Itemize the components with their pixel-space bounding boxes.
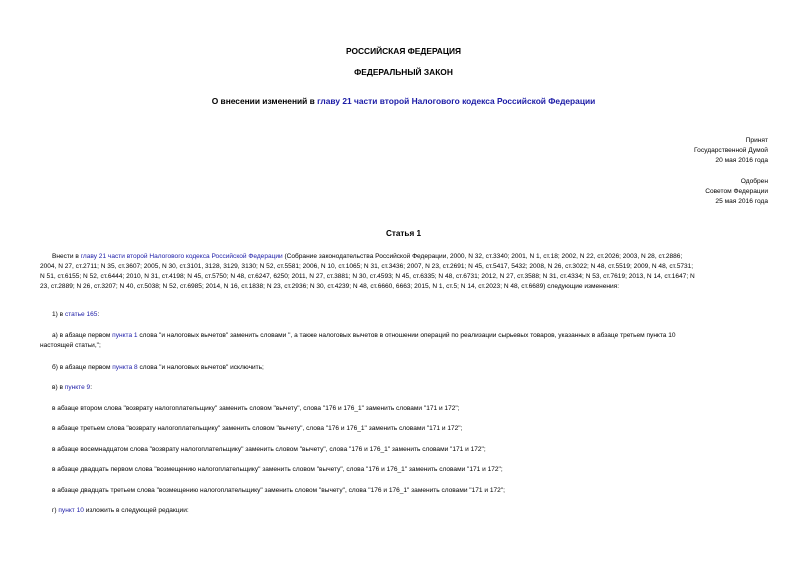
item-v-prefix: в) в [52, 384, 65, 391]
article-165-link[interactable]: статье 165 [64, 311, 98, 318]
law-title [0, 96, 807, 106]
item-a-line-1 [40, 331, 767, 341]
item-v [40, 383, 767, 393]
intro-prefix: Внести в [52, 253, 81, 260]
approved-by: Советом Федерации [705, 188, 768, 195]
point-8-link[interactable]: пункта 8 [112, 364, 138, 371]
adoption-block-duma [694, 136, 768, 166]
item-g-suffix: изложить в следующей редакции: [83, 507, 189, 514]
law-title-link[interactable]: главу 21 части второй Налогового кодекса Российской Федерации [317, 96, 596, 106]
item-1-suffix: : [97, 311, 100, 318]
accepted-label: Принят [745, 137, 768, 144]
intro-line1-rest: (Собрание законодательства Российской Федерации, 2000, N 32, ст.3340; 2001, N 1, ст.18; 2002, N 22, ст.2026; 2003, N 28, ст.2886; [282, 253, 683, 260]
approved-label: Одобрен [740, 178, 768, 185]
point-1-link[interactable]: пункта 1 [112, 332, 138, 339]
item-a-prefix: а) в абзаце первом [52, 332, 113, 339]
intro-line-2: 2004, N 27, ст.2711; N 35, ст.3607; 2005, N 30, ст.3101, 3128, 3129, 3130; N 52, ст.5581; 2006, N 10, ст.1065; N 31, ст.3436; 2007, N 23, ст.2691; N 45, ст.5417, 5432; 2008, N 26, ст.3022; N 48, ст.5519; 2009, N 48, ст.5731; [40, 263, 694, 271]
item-g-prefix: г) [52, 507, 59, 514]
accepted-by: Государственной Думой [694, 147, 768, 154]
item-v-para-2: в абзаце третьем слова "возврату налогоплательщику" заменить словом "вычету", слова "176 и 176_1" заменить словами "171 и 172"; [52, 425, 463, 432]
law-type-heading: ФЕДЕРАЛЬНЫЙ ЗАКОН [354, 67, 453, 77]
item-b-prefix: б) в абзаце первом [52, 364, 113, 371]
law-title-prefix: О внесении изменений в [211, 96, 318, 106]
item-v-suffix: : [90, 384, 93, 391]
intro-line-1 [40, 252, 767, 262]
country-heading: РОССИЙСКАЯ ФЕДЕРАЦИЯ [345, 46, 462, 56]
adoption-block-council [705, 177, 768, 207]
item-v-para-3: в абзаце восемнадцатом слова "возврату налогоплательщику" заменить словом "вычету", слова "176 и 176_1" заменить словами "171 и 172"; [52, 446, 486, 453]
item-v-para-1: в абзаце втором слова "возврату налогоплательщику" заменить словом "вычету", слова "176 и 176_1" заменить словами "171 и 172"; [52, 405, 460, 412]
intro-line-3: N 51, ст.6155; N 52, ст.6444; 2010, N 31, ст.4198; N 45, ст.5750; N 48, ст.6247, 6250; 2011, N 27, ст.3881; N 30, ст.4593; N 45, ст.6335; N 48, ст.6731; 2012, N 27, ст.3588; N 31, ст.4334; N 53, ст.7619; 2013, N 14, ст.1647; N [40, 273, 695, 281]
item-1 [40, 310, 767, 320]
approved-date: 25 мая 2016 года [715, 198, 768, 205]
item-a [40, 331, 767, 351]
item-b-suffix: слова "и налоговых вычетов" исключить; [137, 364, 264, 371]
item-g [40, 506, 767, 516]
item-v-para-5: в абзаце двадцать третьем слова "возмещению налогоплательщику" заменить словом "вычету", слова "176 и 176_1" заменить словами "171 и 172"; [52, 487, 505, 494]
intro-paragraph [40, 252, 767, 292]
item-a-rest: слова "и налоговых вычетов" заменить словами ", а также налоговых вычетов в отношении операций по реализации сырьевых товаров, указанных в абзаце третьем пункта 10 [137, 332, 676, 339]
item-a-line-2: настоящей статьи,"; [40, 342, 101, 350]
item-b [40, 363, 767, 373]
intro-chapter-link[interactable]: главу 21 части второй Налогового кодекса Российской Федерации [80, 253, 283, 260]
point-10-link[interactable]: пункт 10 [58, 507, 84, 514]
point-9-link[interactable]: пункте 9 [64, 384, 91, 391]
intro-line-4: 23, ст.2889; N 26, ст.3207; N 40, ст.5038; N 52, ст.6985; 2014, N 16, ст.1838; N 23, ст.2936; N 30, ст.4239; N 48, ст.6660, 6663; 2015, N 1, ст.5; N 14, ст.2023; N 48, ст.6689) следующие изменения: [40, 283, 620, 291]
item-v-para-4: в абзаце двадцать первом слова "возмещению налогоплательщику" заменить словом "вычету", слова "176 и 176_1" заменить словами "171 и 172"; [52, 466, 503, 473]
item-1-prefix: 1) в [52, 311, 65, 318]
accepted-date: 20 мая 2016 года [715, 157, 768, 164]
article-title: Статья 1 [385, 229, 422, 238]
